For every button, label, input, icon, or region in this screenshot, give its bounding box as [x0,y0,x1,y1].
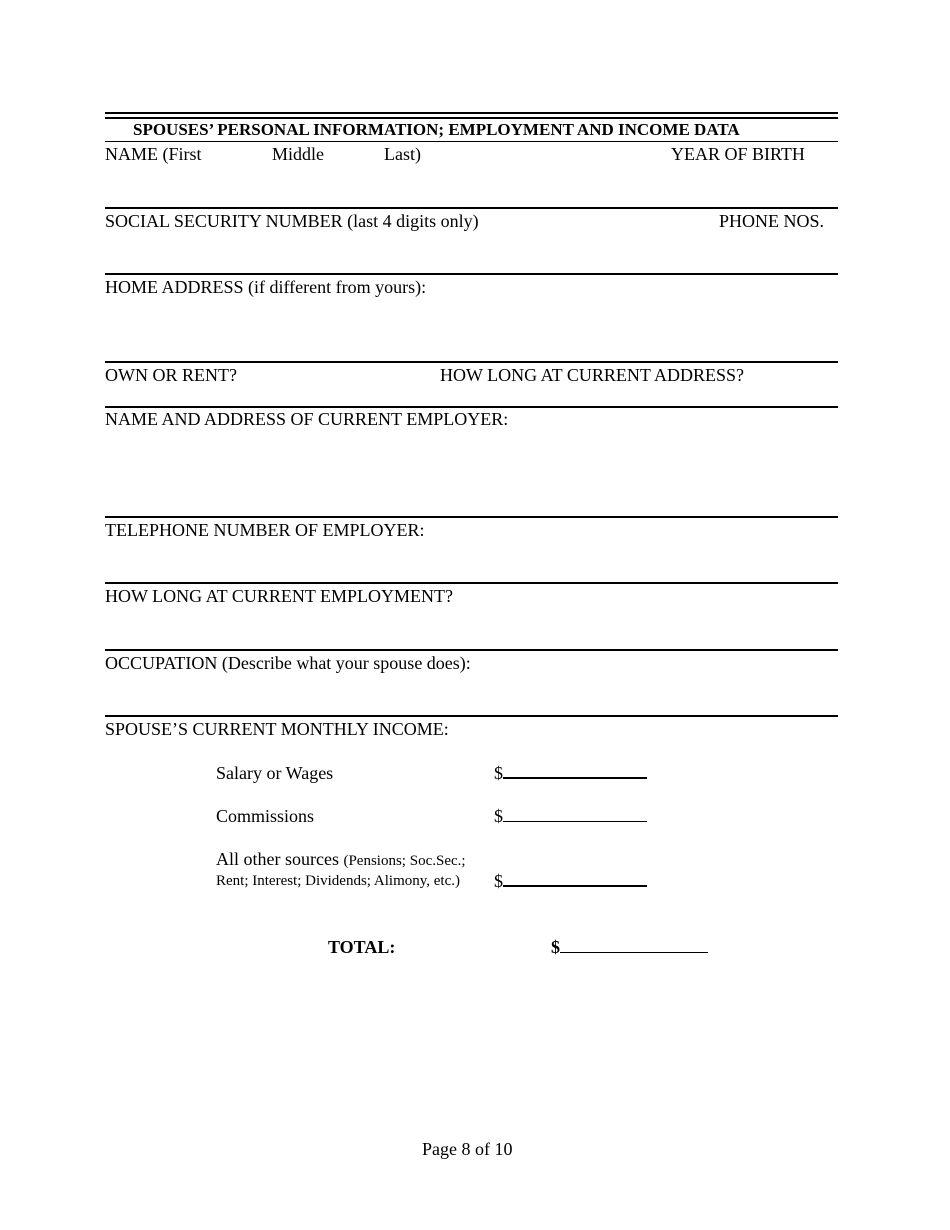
other-sources-dollar-sign: $ [494,871,503,891]
ssn-label: SOCIAL SECURITY NUMBER (last 4 digits only) [105,211,479,231]
total-label: TOTAL: [328,937,396,957]
employment-duration-field-line [105,649,838,651]
page-number-label: Page 8 of [422,1139,490,1159]
commissions-blank-line [503,820,647,822]
page-title: SPOUSES’ PERSONAL INFORMATION; EMPLOYMENT AND INCOME DATA [133,120,740,139]
home-address-field-line [105,361,838,363]
name-last-label: Last) [384,144,421,164]
page-number [422,1139,512,1159]
commissions-dollar-sign: $ [494,806,503,826]
monthly-income-label: SPOUSE’S CURRENT MONTHLY INCOME: [105,719,449,739]
name-middle-label: Middle [272,144,324,164]
other-sources-label [216,849,466,870]
total-blank-line [560,951,708,953]
occupation-field-line [105,715,838,717]
other-sources-detail-1: (Pensions; Soc.Sec.; [343,853,466,869]
year-of-birth-label: YEAR OF BIRTH [671,144,805,164]
employer-address-field-line [105,516,838,518]
name-field-line [105,207,838,209]
other-sources-detail-2: Rent; Interest; Dividends; Alimony, etc.) [216,873,460,889]
salary-label: Salary or Wages [216,763,334,783]
how-long-employment-label: HOW LONG AT CURRENT EMPLOYMENT? [105,586,454,606]
residence-field-line [105,406,838,408]
ssn-field-line [105,273,838,275]
other-sources-blank-line [503,884,647,887]
page-number-total: 10 [494,1139,513,1159]
total-dollar-sign: $ [551,937,560,957]
name-first-label: NAME (First [105,144,202,164]
header-bottom-rule [105,141,838,142]
salary-dollar-sign: $ [494,763,503,783]
header-top-rule-2 [105,117,838,119]
employer-telephone-label: TELEPHONE NUMBER OF EMPLOYER: [105,520,425,540]
phone-label: PHONE NOS. [719,211,825,231]
how-long-address-label: HOW LONG AT CURRENT ADDRESS? [440,365,745,385]
other-sources-main: All other sources [216,849,339,869]
header-top-rule-1 [105,112,838,114]
employer-telephone-field-line [105,582,838,584]
occupation-label: OCCUPATION (Describe what your spouse does): [105,653,471,673]
own-or-rent-label: OWN OR RENT? [105,365,237,385]
commissions-amount-field[interactable] [494,806,647,826]
home-address-label: HOME ADDRESS (if different from yours): [105,277,427,297]
other-sources-amount-field[interactable] [494,871,647,891]
salary-amount-field[interactable] [494,763,647,783]
employer-name-address-label: NAME AND ADDRESS OF CURRENT EMPLOYER: [105,409,509,429]
commissions-label: Commissions [216,806,315,826]
total-amount-field[interactable] [551,937,708,957]
salary-blank-line [503,776,647,779]
